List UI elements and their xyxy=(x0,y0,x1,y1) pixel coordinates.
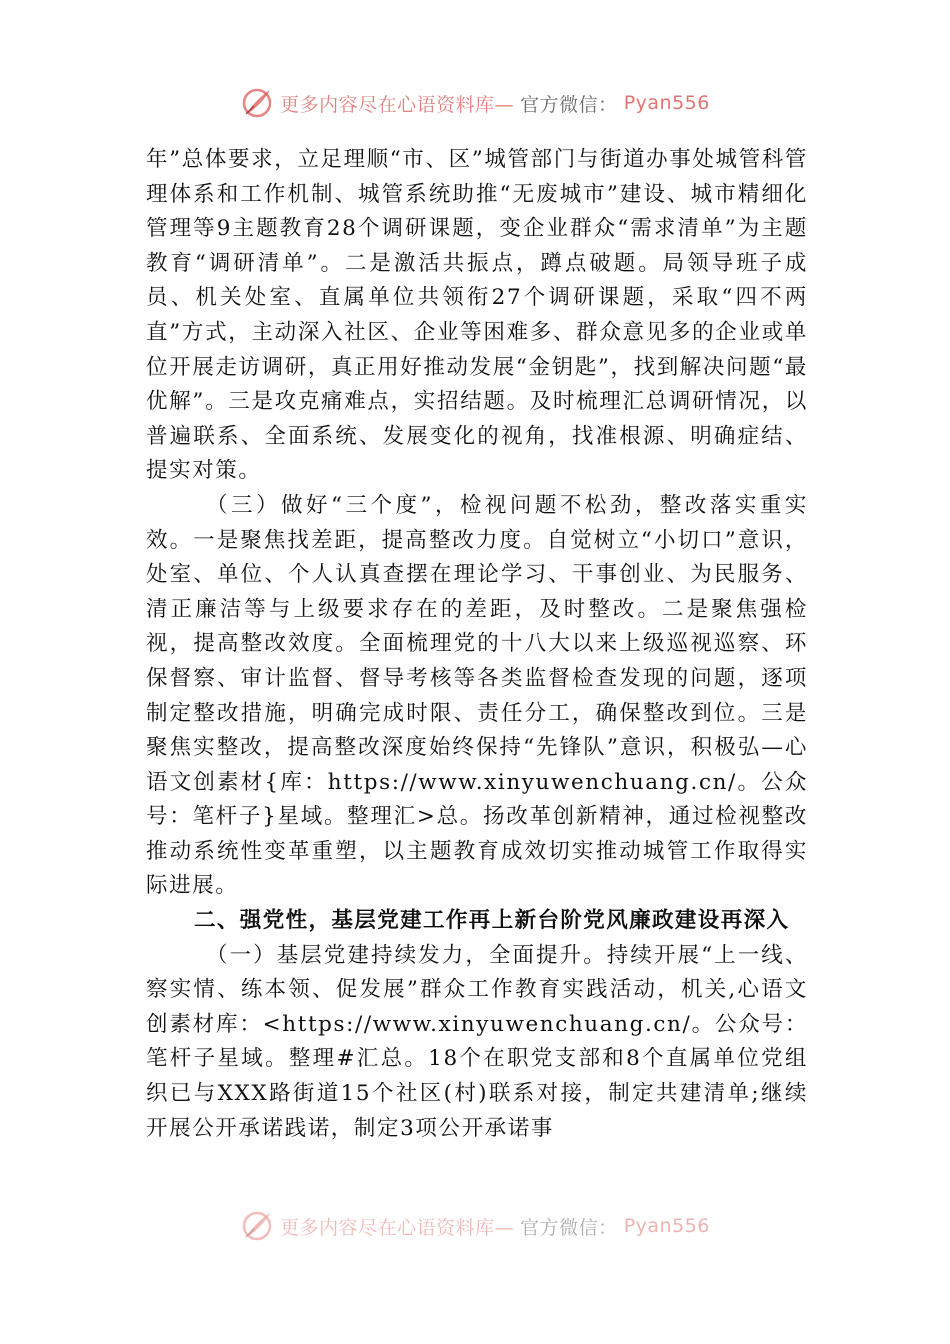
watermark-id: Pyan556 xyxy=(623,92,710,114)
quill-logo-icon xyxy=(240,1209,274,1243)
footer-watermark xyxy=(0,1206,950,1246)
watermark-text: 更多内容尽在心语资料库— xyxy=(280,93,515,116)
document-body xyxy=(146,143,808,1146)
paragraph-three-degrees: （三）做好“三个度”，检视问题不松劲，整改落实重实效。一是聚焦找差距，提高整改力度。自觉树立“小切口”意识，处室、单位、个人认真查摆在理论学习、干事创业、为民服务、清正廉洁等与上级要求存在的差距，及时整改。二是聚焦强检视，提高整改效度。全面梳理党的十八大以来上级巡视巡察、环保督察、审计监督、督导考核等各类监督检查发现的问题，逐项制定整改措施，明确完成时限、责任分工，确保整改到位。三是聚焦实整改，提高整改深度始终保持“先锋队”意识，积极弘—心语文创素材{库：https://www.xinyuwenchuang.cn/。公众号：笔杆子}星域。整理汇>总。扬改革创新精神，通过检视整改推动系统性变革重塑，以主题教育成效切实推动城管工作取得实际进展。 xyxy=(146,492,808,899)
watermark-label: 官方微信： xyxy=(520,93,618,116)
paragraph-continued: 年”总体要求，立足理顺“市、区”城管部门与街道办事处城管科管理体系和工作机制、城管系统助推“无废城市”建设、城市精细化管理等9主题教育28个调研课题，变企业群众“需求清单”为主题教育“调研清单”。二是激活共振点，蹲点破题。局领导班子成员、机关处室、直属单位共领衔27个调研课题，采取“四不两直”方式，主动深入社区、企业等困难多、群众意见多的企业或单位开展走访调研，真正用好推动发展“金钥匙”，找到解决问题“最优解”。三是攻克痛难点，实招结题。及时梳理汇总调研情况，以普遍联系、全面系统、发展变化的视角，找准根源、明确症结、提实对策。 xyxy=(146,147,808,484)
watermark-text: 更多内容尽在心语资料库— xyxy=(280,1216,515,1239)
section-heading: 二、强党性，基层党建工作再上新台阶党风廉政建设再深入 xyxy=(194,908,790,934)
watermark-id: Pyan556 xyxy=(623,1215,710,1237)
paragraph-party-building: （一）基层党建持续发力，全面提升。持续开展“上一线、察实情、练本领、促发展”群众工作教育实践活动，机关,心语文创素材库：<https://www.xinyuwenchuang.cn/。公众号：笔杆子星域。整理#汇总。18个在职党支部和8个直属单位党组织已与XXX路街道15个社区(村)联系对接，制定共建清单;继续开展公开承诺践诺，制定3项公开承诺事 xyxy=(146,942,808,1141)
watermark-label: 官方微信： xyxy=(520,1216,618,1239)
header-watermark xyxy=(0,83,950,123)
quill-logo-icon xyxy=(240,86,274,120)
